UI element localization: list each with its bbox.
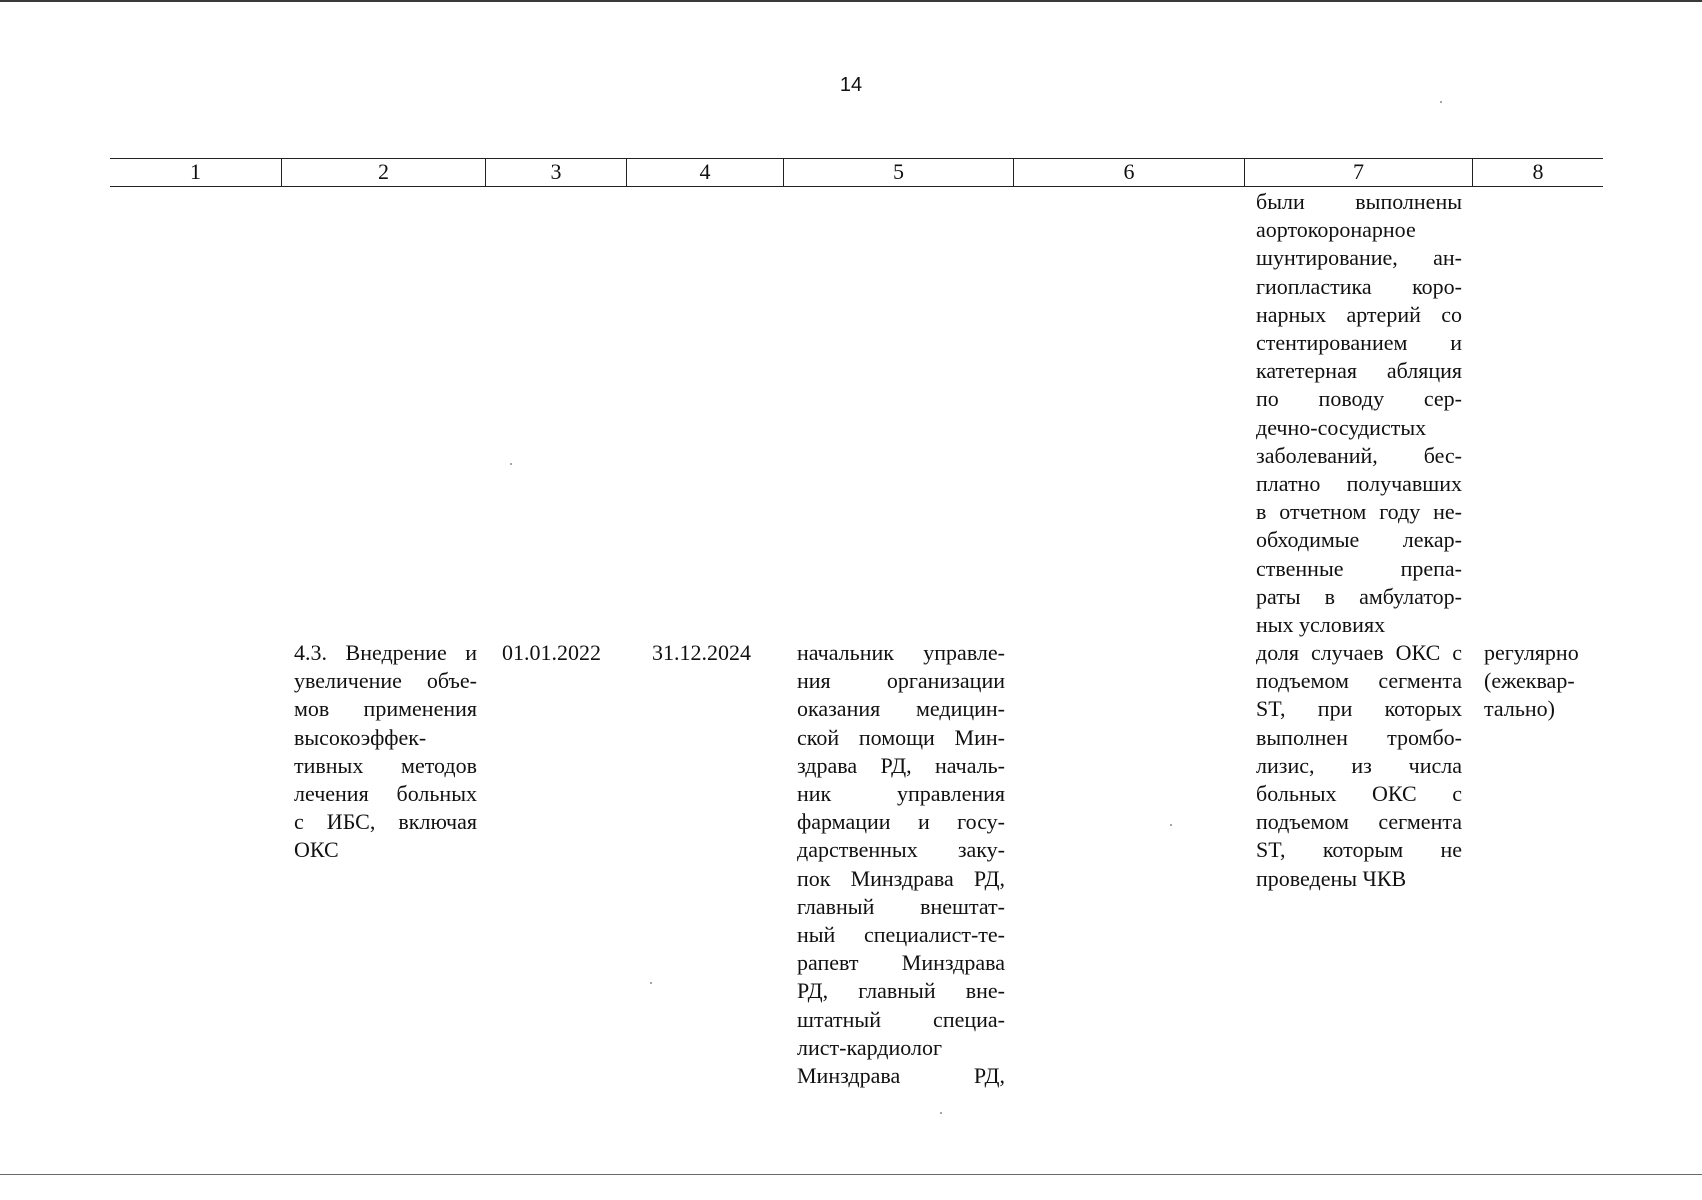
text-line: выполнен тромбо-	[1256, 724, 1462, 750]
text-line: пок Минздрава РД,	[797, 865, 1005, 891]
text-line: главный внештат-	[797, 893, 1005, 919]
text-line: лист-кардиолог	[797, 1034, 942, 1060]
text-line: РД, главный вне-	[797, 978, 1005, 1004]
header-col-4: 4	[627, 159, 784, 186]
text-line: лечения больных	[294, 781, 477, 807]
text-line: начальник управле-	[797, 640, 1005, 665]
text-line: лизис, из числа	[1256, 752, 1462, 778]
text-line: ской помощи Мин-	[797, 724, 1005, 750]
text-line: дечно-сосудистых	[1256, 414, 1427, 440]
text-line: больных ОКС с	[1256, 781, 1462, 807]
continued-indicator-description	[1256, 188, 1462, 639]
indicator-cell	[1256, 639, 1462, 893]
text-line: тально)	[1484, 696, 1555, 722]
text-line: ный специалист-те-	[797, 922, 1005, 948]
text-line: ния организации	[797, 668, 1005, 694]
page-top-edge	[0, 0, 1702, 2]
text-line: катетерная абляция	[1256, 358, 1462, 384]
scan-speck	[1440, 101, 1442, 103]
header-col-5: 5	[784, 159, 1014, 186]
text-line: гиопластика коро-	[1256, 273, 1462, 299]
scan-speck	[650, 982, 652, 984]
text-line: Минздрава РД,	[797, 1063, 1005, 1089]
text-line: проведены ЧКВ	[1256, 865, 1407, 891]
text-line: обходимые лекар-	[1256, 527, 1462, 553]
text-line: в отчетном году не-	[1256, 499, 1462, 525]
text-line: заболеваний, бес-	[1256, 442, 1462, 468]
text-line: высокоэффек-	[294, 724, 427, 750]
text-line: (ежеквар-	[1484, 668, 1575, 694]
text-line: здрава РД, началь-	[797, 752, 1005, 778]
text-line: тивных методов	[294, 752, 477, 778]
text-line: подъемом сегмента	[1256, 809, 1462, 835]
scan-speck	[510, 463, 512, 465]
text-line: ник управления	[797, 781, 1005, 807]
header-col-6: 6	[1014, 159, 1245, 186]
header-col-8: 8	[1532, 159, 1544, 184]
text-line: стентированием и	[1256, 330, 1462, 356]
text-line: ных условиях	[1256, 612, 1386, 638]
text-line: нарных артерий со	[1256, 301, 1462, 327]
text-line: аортокоронарное	[1256, 217, 1416, 243]
header-col-7: 7	[1245, 159, 1473, 186]
text-line: фармации и госу-	[797, 809, 1005, 835]
text-line: с ИБС, включая	[294, 809, 477, 835]
text-line: раты в амбулатор-	[1256, 583, 1462, 609]
text-line: 4.3. Внедрение и	[294, 640, 477, 665]
text-line: штатный специа-	[797, 1006, 1005, 1032]
text-line: рапевт Минздрава	[797, 950, 1005, 976]
header-col-1: 1	[110, 159, 282, 186]
frequency-cell	[1484, 639, 1604, 724]
text-line: платно получавших	[1256, 471, 1462, 497]
text-line: по поводу сер-	[1256, 386, 1462, 412]
text-line: ОКС	[294, 837, 339, 863]
page-bottom-edge	[0, 1174, 1702, 1175]
text-line: мов применения	[294, 696, 477, 722]
scan-speck	[1170, 824, 1172, 826]
text-line: шунтирование, ан-	[1256, 245, 1462, 271]
text-line: дарственных заку-	[797, 837, 1005, 863]
text-line: увеличение объе-	[294, 668, 477, 694]
text-line: ственные препа-	[1256, 555, 1462, 581]
start-date-cell: 01.01.2022	[502, 640, 601, 665]
text-line: оказания медицин-	[797, 696, 1005, 722]
end-date-cell: 31.12.2024	[652, 640, 751, 665]
text-line: подъемом сегмента	[1256, 668, 1462, 694]
page-number: 14	[839, 74, 863, 96]
responsible-persons-cell	[797, 639, 1005, 1090]
text-line: ST, которым не	[1256, 837, 1462, 863]
header-col-2: 2	[282, 159, 486, 186]
text-line: регулярно	[1484, 640, 1579, 665]
header-col-3: 3	[486, 159, 627, 186]
text-line: ST, при которых	[1256, 696, 1462, 722]
text-line: были выполнены	[1256, 189, 1462, 214]
text-line: доля случаев ОКС с	[1256, 640, 1462, 665]
activity-name-cell	[294, 639, 477, 865]
scan-speck	[940, 1112, 942, 1114]
table-header-row	[110, 158, 1603, 187]
